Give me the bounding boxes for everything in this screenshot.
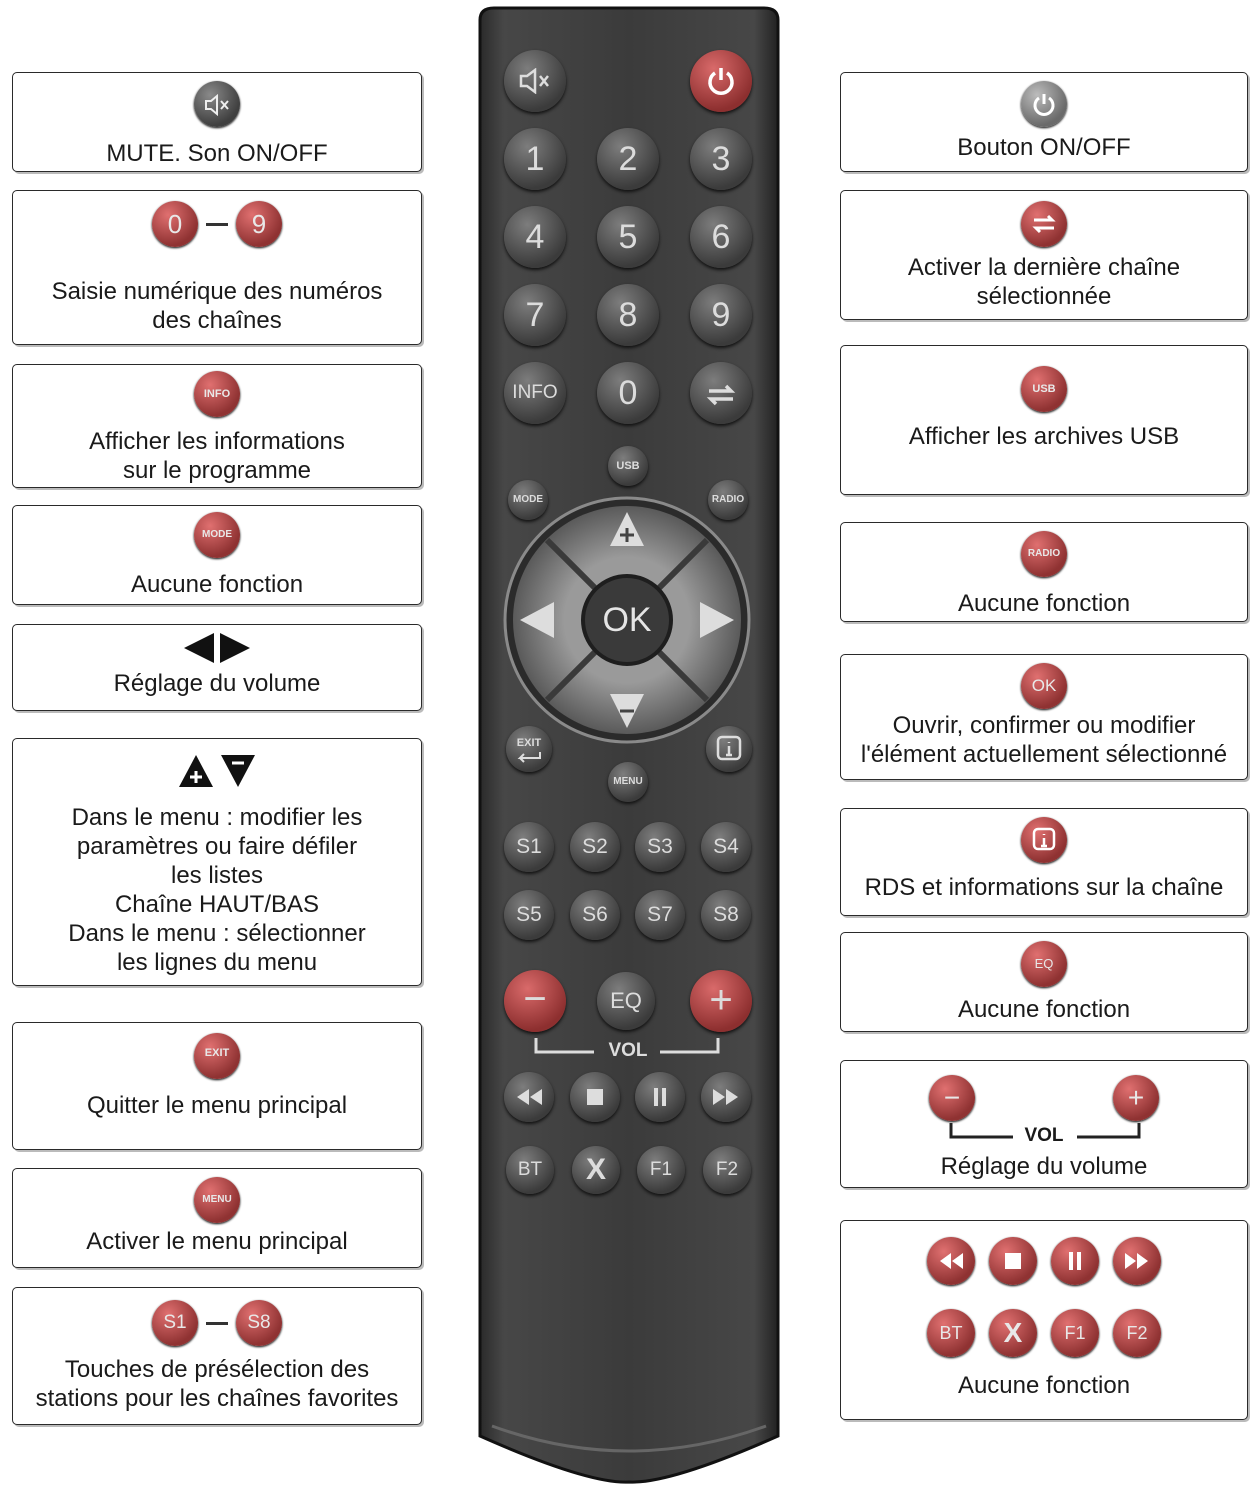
up-down-arrows-icon [177,753,257,789]
x-icon: X [989,1309,1037,1357]
ok-description-line2: l'élément actuellement sélectionné [860,741,1228,768]
remote-stop-button[interactable] [570,1072,620,1122]
fast-forward-icon [1113,1237,1161,1285]
mute-callout [12,72,422,172]
eq-description: Aucune fonction [957,996,1131,1023]
remote-s7-button[interactable]: S7 [635,890,685,940]
digits-description-line1: Saisie numérique des numéros [51,278,383,305]
up-down-line2: paramètres ou faire défiler [76,833,358,860]
range-dash [206,223,228,226]
range-dash [206,1322,228,1325]
remote-bt-button[interactable]: BT [506,1146,554,1194]
remote-mode-button[interactable]: MODE [508,480,548,520]
presets-description-line1: Touches de présélection des [64,1356,370,1383]
mute-description: MUTE. Son ON/OFF [106,140,328,167]
remote-digit-2-button[interactable]: 2 [597,128,659,190]
remote-eq-button[interactable]: EQ [597,972,655,1030]
remote-x-button[interactable]: X [572,1146,620,1194]
remote-vol-minus-button[interactable]: − [504,970,566,1032]
media-description: Aucune fonction [957,1372,1131,1399]
remote-info-button[interactable]: INFO [504,362,566,424]
remote-up-button[interactable] [592,506,662,562]
remote-vol-plus-button[interactable]: + [690,970,752,1032]
remote-usb-button[interactable]: USB [608,446,648,486]
up-down-line1: Dans le menu : modifier les [71,804,363,831]
presets-description-line2: stations pour les chaînes favorites [35,1385,399,1412]
info-icon: INFO [194,371,240,417]
digits-description-line2: des chaînes [152,307,282,334]
pause-icon [1051,1237,1099,1285]
usb-description: Afficher les archives USB [908,423,1180,450]
remote-s8-button[interactable]: S8 [701,890,751,940]
remote-s6-button[interactable]: S6 [570,890,620,940]
volume-arrows-callout [12,624,422,711]
remote-digit-3-button[interactable]: 3 [690,128,752,190]
stop-icon [989,1237,1037,1285]
eq-icon: EQ [1021,941,1067,987]
info-callout [12,364,422,488]
remote-left-button[interactable] [512,586,568,656]
usb-callout [840,345,1248,495]
remote-s4-button[interactable]: S4 [701,822,751,872]
presets-callout [12,1287,422,1425]
usb-icon: USB [1021,366,1067,412]
remote-down-button[interactable] [592,678,662,734]
ok-callout [840,654,1248,780]
remote-power-button[interactable] [690,50,752,112]
remote-digit-0-button[interactable]: 0 [597,362,659,424]
info-description-line2: sur le programme [122,457,312,484]
menu-callout [12,1168,422,1268]
remote-pause-button[interactable] [635,1072,685,1122]
media-callout [840,1220,1248,1420]
remote-digit-7-button[interactable]: 7 [504,284,566,346]
vol-callout [840,1060,1248,1188]
mode-description: Aucune fonction [130,571,304,598]
eq-callout [840,932,1248,1032]
swap-icon [1021,201,1067,247]
remote-menu-button[interactable]: MENU [608,762,648,802]
up-down-callout [12,738,422,986]
remote-digit-9-button[interactable]: 9 [690,284,752,346]
remote-s3-button[interactable]: S3 [635,822,685,872]
remote-right-button[interactable] [686,586,742,656]
remote-fast-forward-button[interactable] [701,1072,751,1122]
remote-exit-button[interactable] [506,726,552,772]
power-icon [1021,81,1067,127]
digit-0-icon: 0 [152,201,198,247]
volume-arrows-description: Réglage du volume [113,670,321,697]
up-down-line4: Chaîne HAUT/BAS [114,891,320,918]
up-down-line6: les lignes du menu [116,949,318,976]
ok-icon: OK [1021,663,1067,709]
s8-icon: S8 [236,1300,282,1346]
mute-icon [194,81,240,127]
remote-digit-1-button[interactable]: 1 [504,128,566,190]
exit-description: Quitter le menu principal [86,1092,348,1119]
power-description: Bouton ON/OFF [957,134,1131,161]
vol-description: Réglage du volume [940,1153,1148,1180]
menu-icon: MENU [194,1177,240,1223]
vol-plus-icon: + [1113,1075,1159,1121]
remote-digit-4-button[interactable]: 4 [504,206,566,268]
rds-callout [840,808,1248,916]
remote-f1-button[interactable]: F1 [637,1146,685,1194]
ok-description-line1: Ouvrir, confirmer ou modifier [892,712,1196,739]
mode-icon: MODE [194,512,240,558]
remote-s5-button[interactable]: S5 [504,890,554,940]
remote-digit-6-button[interactable]: 6 [690,206,752,268]
exit-callout [12,1022,422,1150]
remote-vol-label: VOL [608,1040,648,1061]
remote-radio-button[interactable]: RADIO [708,480,748,520]
rds-description: RDS et informations sur la chaîne [864,874,1224,901]
power-callout [840,72,1248,172]
f1-icon: F1 [1051,1309,1099,1357]
vol-label: VOL [1024,1125,1064,1146]
up-down-line5: Dans le menu : sélectionner [68,920,366,947]
vol-minus-icon: − [929,1075,975,1121]
remote-rds-info-button[interactable] [706,726,752,772]
menu-description: Activer le menu principal [86,1228,348,1255]
rewind-icon [927,1237,975,1285]
remote-s2-button[interactable]: S2 [570,822,620,872]
last-channel-callout [840,190,1248,320]
exit-icon: EXIT [194,1033,240,1079]
remote-s1-button[interactable]: S1 [504,822,554,872]
digit-9-icon: 9 [236,201,282,247]
remote-ok-button[interactable]: OK [602,601,652,639]
left-right-arrows-icon [182,631,252,665]
remote-f2-button[interactable]: F2 [703,1146,751,1194]
radio-description: Aucune fonction [957,590,1131,617]
last-channel-line1: Activer la dernière chaîne [907,254,1181,281]
remote-rewind-button[interactable] [504,1072,554,1122]
rds-info-icon [1021,817,1067,863]
remote-control [470,6,788,1484]
remote-digit-5-button[interactable]: 5 [597,206,659,268]
bt-icon: BT [927,1309,975,1357]
remote-mute-button[interactable] [504,50,566,112]
radio-icon: RADIO [1021,531,1067,577]
up-down-line3: les listes [170,862,264,889]
s1-icon: S1 [152,1300,198,1346]
remote-digit-8-button[interactable]: 8 [597,284,659,346]
digits-callout [12,190,422,345]
f2-icon: F2 [1113,1309,1161,1357]
mode-callout [12,505,422,605]
radio-callout [840,522,1248,622]
last-channel-line2: sélectionnée [976,283,1112,310]
info-description-line1: Afficher les informations [89,428,345,455]
remote-exit-label: EXIT [516,737,542,749]
remote-swap-button[interactable] [690,362,752,424]
